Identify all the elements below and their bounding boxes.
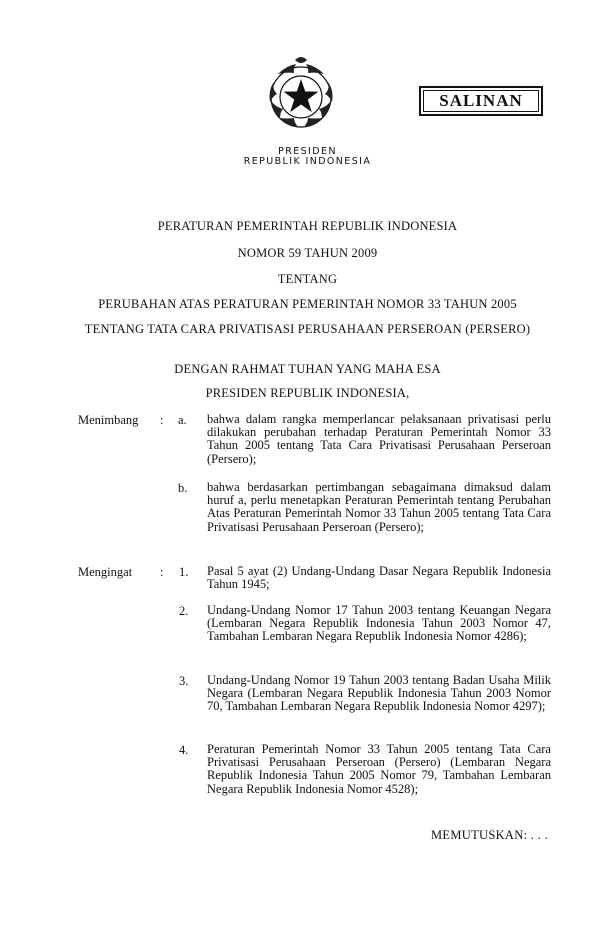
regulation-subject-line1: PERUBAHAN ATAS PERATURAN PEMERINTAH NOMOR 33 TAHUN 2005 — [98, 297, 517, 311]
letterhead-republik: REPUBLIK INDONESIA — [243, 156, 372, 167]
mengingat-item-2: Undang-Undang Nomor 17 Tahun 2003 tentang Keuangan Negara (Lembaran Negara Republik Indonesia Tahun 2003 Nomor 47, Tambahan Lembaran Negara Republik Indonesia Nomor 4286); — [207, 603, 551, 644]
mengingat-item-1: Pasal 5 ayat (2) Undang-Undang Dasar Negara Republik Indonesia Tahun 1945; — [207, 564, 551, 592]
menimbang-marker-a: a. — [178, 413, 187, 427]
mengingat-marker-4: 4. — [179, 743, 189, 757]
menimbang-item-b: bahwa berdasarkan pertimbangan sebagaimana dimaksud dalam huruf a, perlu menetapkan Peraturan Pemerintah tentang Perubahan Atas Peraturan Pemerintah Nomor 33 Tahun 2005 tentang Tata Cara Privatisasi Perusahaan Perseroan (Persero); — [207, 480, 551, 534]
menimbang-item-a: bahwa dalam rangka memperlancar pelaksanaan privatisasi perlu dilakukan perubahan terhadap Peraturan Pemerintah Nomor 33 Tahun 2005 tentang Tata Cara Privatisasi Perusahaan Perseroan (Persero); — [207, 412, 551, 466]
regulation-number: NOMOR 59 TAHUN 2009 — [237, 246, 378, 260]
regulation-tentang: TENTANG — [277, 272, 338, 286]
invocation-line1: DENGAN RAHMAT TUHAN YANG MAHA ESA — [174, 362, 441, 376]
memutuskan-continuation: MEMUTUSKAN: . . . — [431, 828, 548, 842]
letterhead-presiden: PRESIDEN — [278, 146, 337, 157]
menimbang-colon: : — [160, 413, 164, 427]
mengingat-item-4: Peraturan Pemerintah Nomor 33 Tahun 2005 tentang Tata Cara Privatisasi Perusahaan Perseroan (Persero) (Lembaran Negara Republik Indonesia Tahun 2005 Nomor 79, Tambahan Lembaran Negara Republik Indonesia Nomor 4528); — [207, 742, 551, 796]
garuda-emblem-icon — [258, 52, 344, 138]
salinan-label: SALINAN — [423, 90, 539, 112]
menimbang-marker-b: b. — [178, 481, 188, 495]
mengingat-marker-1: 1. — [179, 565, 189, 579]
invocation-line2: PRESIDEN REPUBLIK INDONESIA, — [205, 386, 410, 400]
mengingat-label: Mengingat — [78, 565, 133, 579]
mengingat-marker-3: 3. — [179, 674, 189, 688]
salinan-stamp — [419, 86, 543, 116]
regulation-subject-line2: TENTANG TATA CARA PRIVATISASI PERUSAHAAN PERSEROAN (PERSERO) — [84, 322, 531, 336]
mengingat-marker-2: 2. — [179, 604, 189, 618]
mengingat-colon: : — [160, 565, 164, 579]
mengingat-item-3: Undang-Undang Nomor 19 Tahun 2003 tentang Badan Usaha Milik Negara (Lembaran Negara Republik Indonesia Tahun 2003 Nomor 70, Tambahan Lembaran Negara Republik Indonesia Nomor 4297); — [207, 673, 551, 714]
menimbang-label: Menimbang — [78, 413, 139, 427]
regulation-title: PERATURAN PEMERINTAH REPUBLIK INDONESIA — [157, 219, 458, 233]
